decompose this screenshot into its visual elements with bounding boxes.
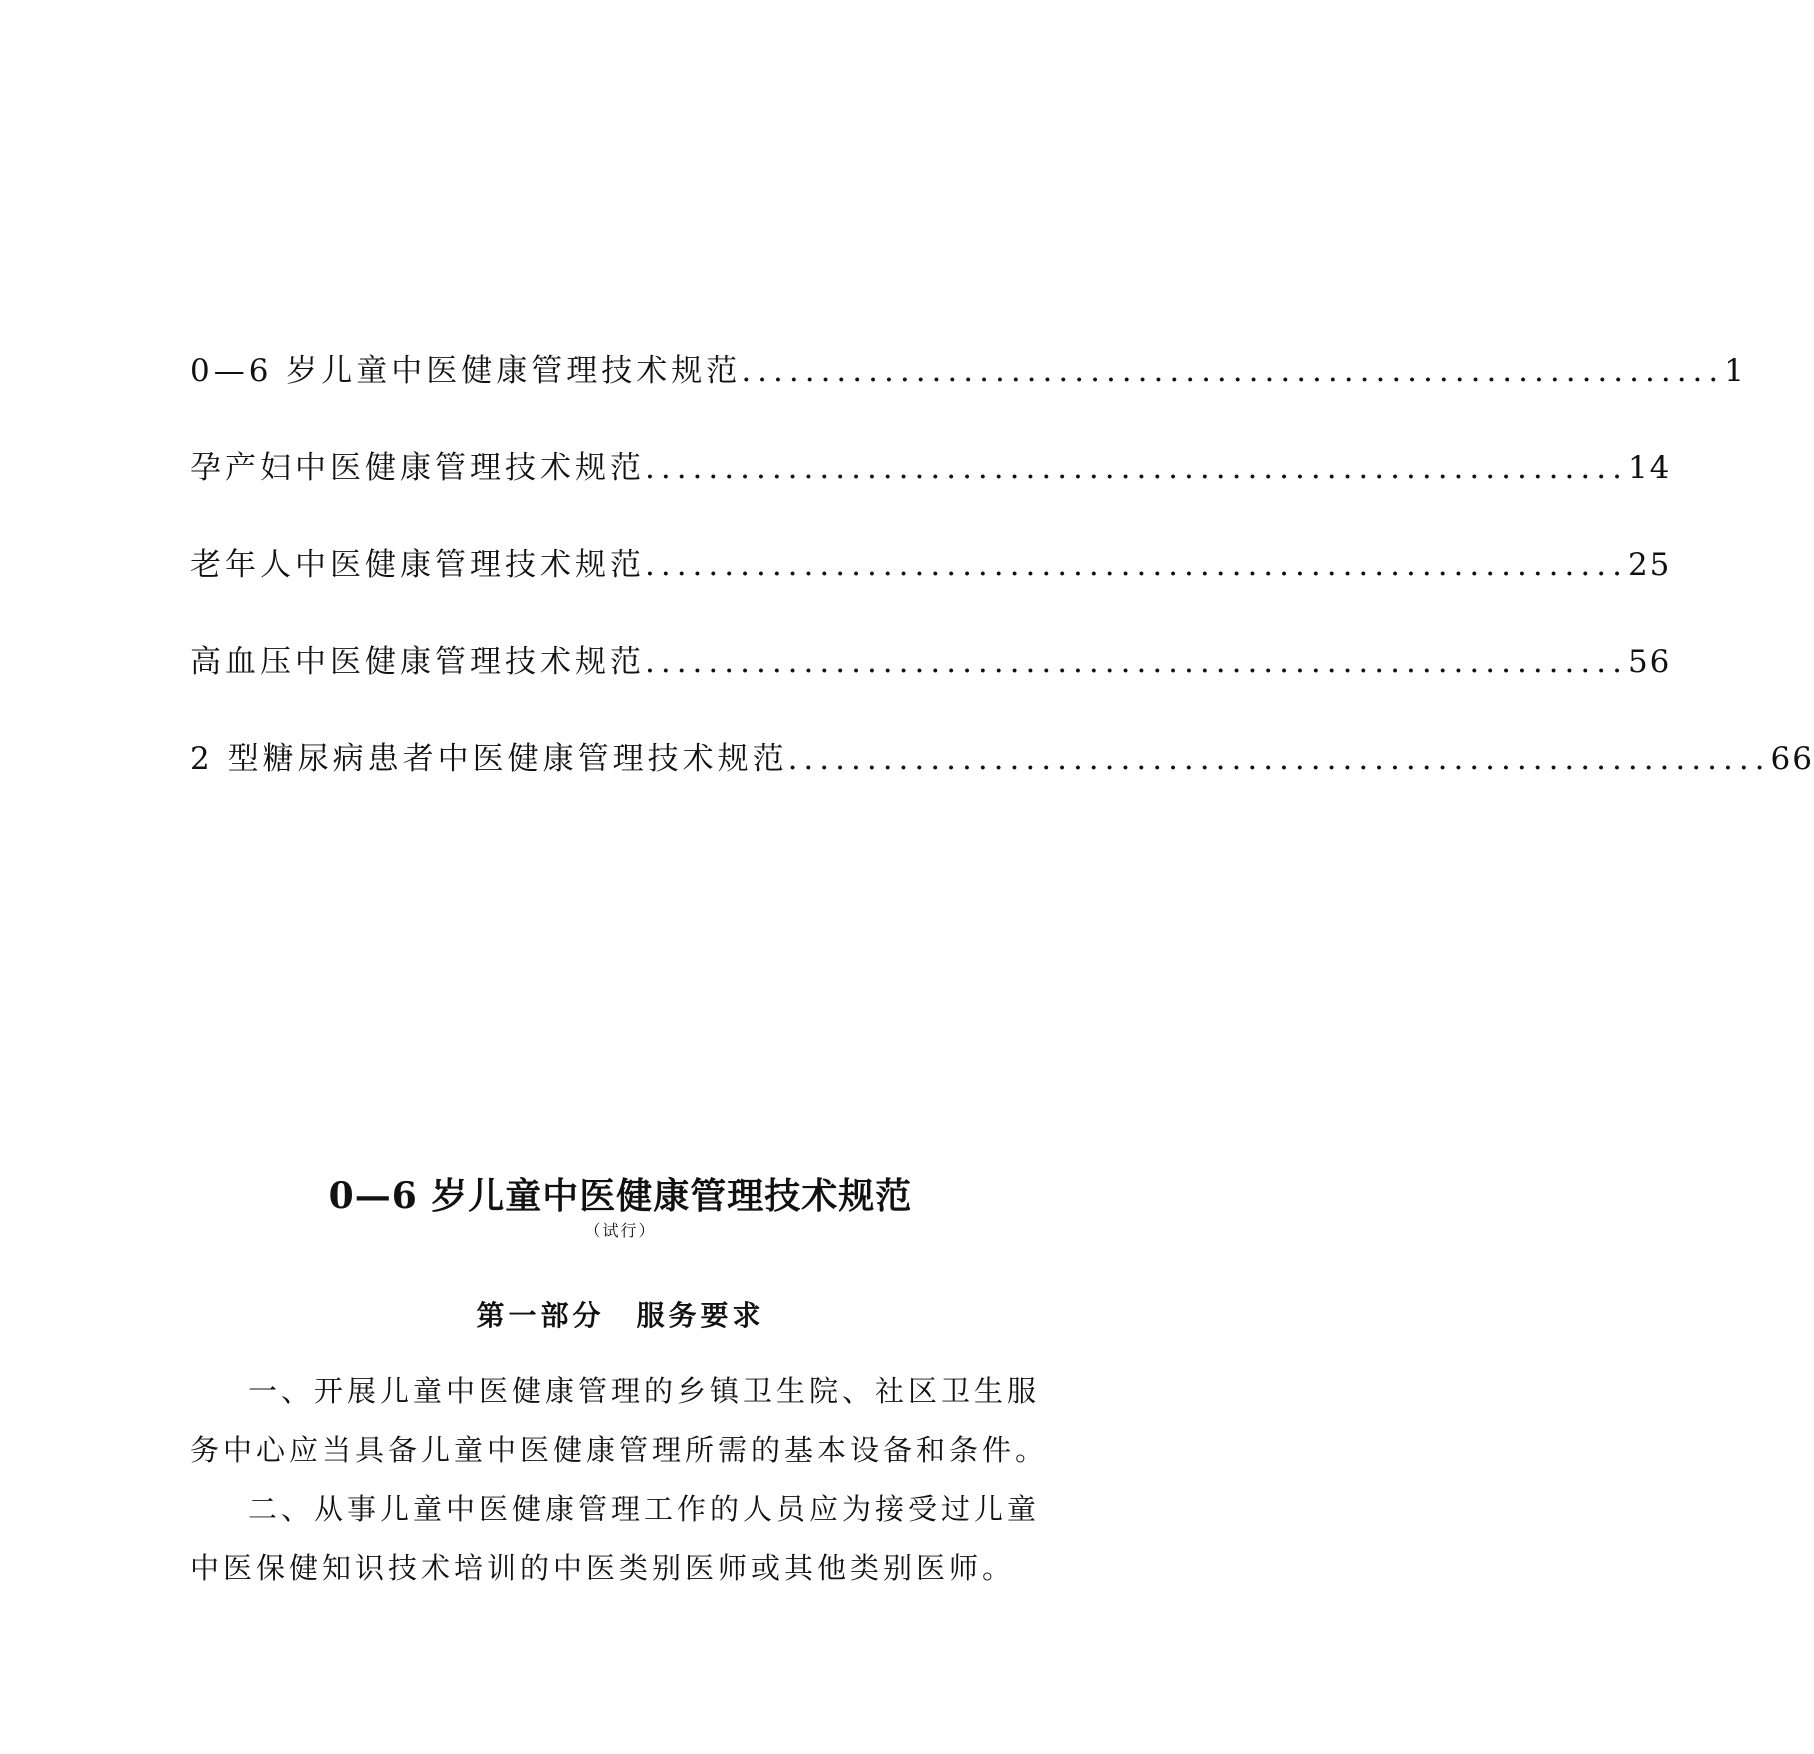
toc-entry-title: 0—6 岁儿童中医健康管理技术规范: [190, 353, 742, 389]
section-heading: 第一部分 服务要求: [476, 1299, 765, 1332]
toc-leader-dots: ..............................................................: [645, 547, 1628, 583]
table-of-contents: [190, 345, 1814, 830]
toc-entry-page: 66: [1770, 741, 1814, 777]
toc-leader-dots: ..............................................................: [645, 450, 1628, 486]
toc-entry[interactable]: [190, 733, 1814, 830]
toc-entry[interactable]: [190, 442, 1672, 539]
toc-leader-dots: ..............................................................: [741, 353, 1725, 389]
toc-entry-page: 56: [1627, 644, 1672, 680]
toc-leader-dots: ..............................................................: [645, 644, 1628, 680]
document-body: [190, 1362, 1060, 1598]
toc-entry-page: 25: [1627, 547, 1672, 583]
toc-entry[interactable]: [190, 539, 1672, 636]
toc-entry-title: 老年人中医健康管理技术规范: [190, 547, 645, 583]
toc-entry-page: 14: [1627, 450, 1672, 486]
toc-entry-page: 1: [1724, 353, 1746, 389]
document-subtitle: （试行）: [584, 1221, 657, 1240]
toc-entry-title: 高血压中医健康管理技术规范: [190, 644, 645, 680]
body-paragraph: 一、开展儿童中医健康管理的乡镇卫生院、社区卫生服务中心应当具备儿童中医健康管理所需的基本设备和条件。: [190, 1374, 1049, 1467]
toc-entry[interactable]: [190, 345, 1746, 442]
body-paragraph: 二、从事儿童中医健康管理工作的人员应为接受过儿童中医保健知识技术培训的中医类别医师或其他类别医师。: [190, 1492, 1041, 1585]
document-title: 0—6 岁儿童中医健康管理技术规范: [328, 1175, 913, 1217]
toc-entry-title: 2 型糖尿病患者中医健康管理技术规范: [190, 741, 788, 777]
toc-entry-title: 孕产妇中医健康管理技术规范: [190, 450, 645, 486]
toc-leader-dots: ..............................................................: [787, 741, 1771, 777]
toc-entry[interactable]: [190, 636, 1672, 733]
